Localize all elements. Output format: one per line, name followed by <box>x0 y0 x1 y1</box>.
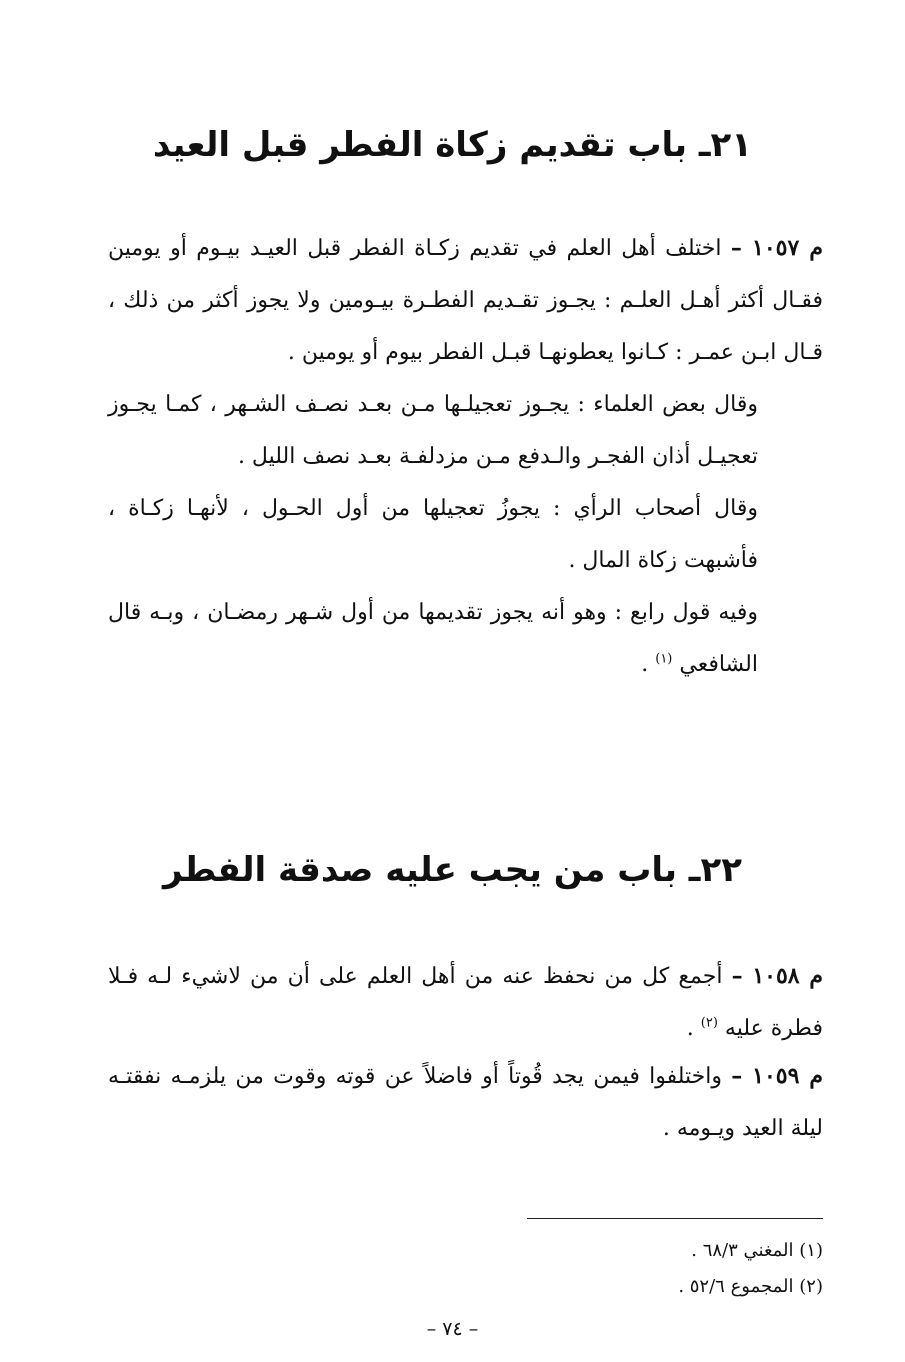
footnote-ref-2: (٢) <box>700 1015 718 1031</box>
entry-1057-para1: اختلف أهل العلم في تقديم زكـاة الفطر قبل العيـد بيـوم أو يومين فقـال أكثر أهـل العلـم : يجـوز تقـديم الفطـرة بيـومين ولا يجوز أكثر من ذلك ، قـال ابـن عمـر : كـانوا يعطونهـا قبـل الفطر بيوم أو يومين . <box>108 236 823 365</box>
entry-1059-number: م ١٠٥٩ – <box>731 1063 823 1089</box>
footnote-1-text: المغني ٦٨/٣ . <box>691 1240 794 1261</box>
footnote-2 <box>323 1269 823 1305</box>
entry-1057-first-paragraph <box>108 222 823 379</box>
entry-1057 <box>108 222 823 691</box>
entry-1058-number: م ١٠٥٨ – <box>731 963 823 989</box>
footnote-2-text: المجموع ٥٢/٦ . <box>678 1276 794 1297</box>
entry-1057-para4-end: . <box>641 652 649 677</box>
entry-1057-para2: وقال بعض العلماء : يجـوز تعجيلـها مـن بعـد نصـف الشـهر ، كمـا يجـوز تعجيـل أذان الفجـر والـدفع مـن مزدلفـة بعـد نصف الليل . <box>108 392 758 469</box>
entry-1058-paragraph <box>108 950 823 1055</box>
chapter-22-heading: ٢٢ـ باب من يجب عليه صدقة الفطر <box>163 850 742 890</box>
footnote-divider <box>527 1218 823 1219</box>
footnote-1-marker: (١) <box>799 1240 823 1261</box>
entry-1057-number: م ١٠٥٧ – <box>730 235 823 261</box>
entry-1058 <box>108 950 823 1055</box>
entry-1058-end: . <box>686 1016 694 1041</box>
chapter-21-heading: ٢١ـ باب تقديم زكاة الفطر قبل العيد <box>152 125 753 165</box>
entry-1057-para4: وفيه قول رابع : وهو أنه يجوز تقديمها من أول شـهر رمضـان ، وبـه قال الشافعي <box>108 600 758 677</box>
entry-1059-text: واختلفوا فيمن يجد قُوتاً أو فاضلاً عن قوته وقوت من يلزمـه نفقتـه ليلة العيد ويـومه . <box>108 1064 823 1141</box>
footnote-ref-1: (١) <box>655 651 673 667</box>
entry-1057-para4-wrap <box>108 587 823 691</box>
entry-1059-paragraph <box>108 1050 823 1155</box>
footnotes <box>323 1233 823 1305</box>
footnote-2-marker: (٢) <box>799 1276 823 1297</box>
entry-1059 <box>108 1050 823 1155</box>
entry-1057-para3: وقال أصحاب الرأي : يجوزُ تعجيلها من أول الحـول ، لأنهـا زكـاة ، فأشبهت زكاة المال . <box>108 496 758 573</box>
entry-1058-text: أجمع كل من نحفظ عنه من أهل العلم على أن من لاشيء لـه فـلا فطرة عليه <box>108 964 823 1041</box>
footnote-1 <box>323 1233 823 1269</box>
page-number: – ٧٤ – <box>426 1318 479 1340</box>
